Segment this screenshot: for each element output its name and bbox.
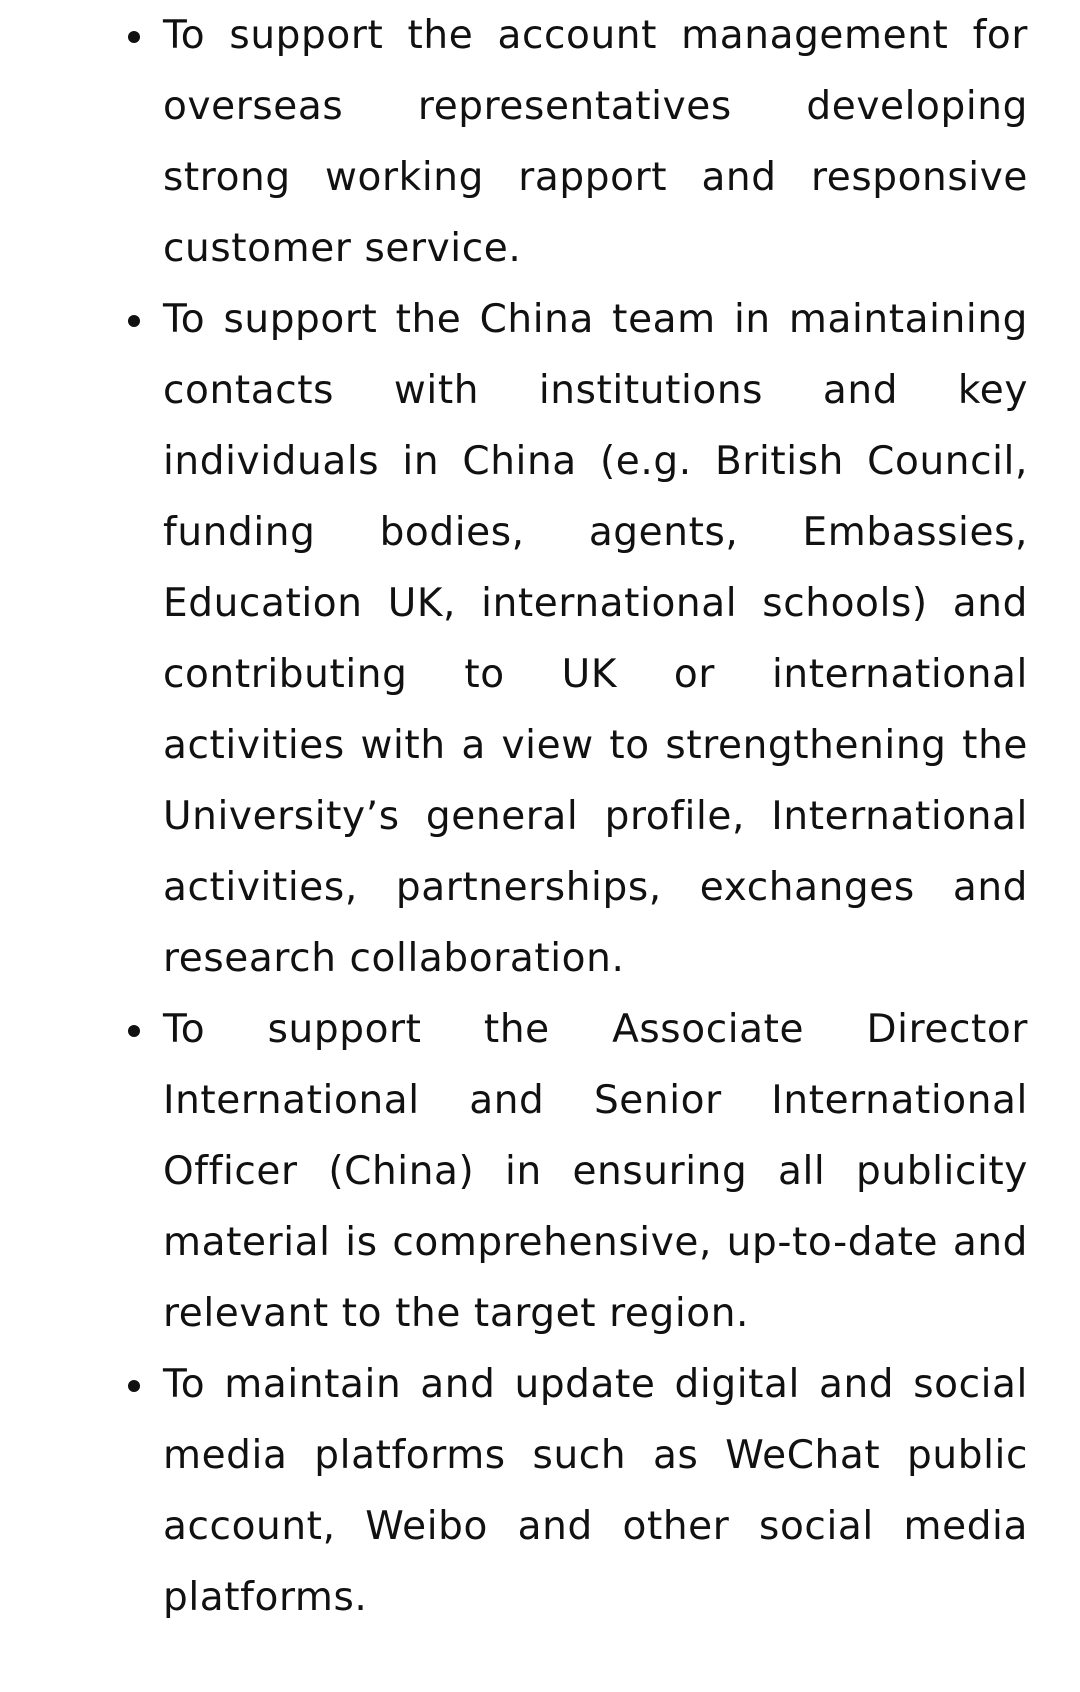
bullet-icon <box>128 1380 140 1392</box>
list-item-text: To support the China team in maintaining contacts with institutions and key individuals in China (e.g. British Council, funding bodies, agents, Embassies, Education UK, international schools) and contributing to UK or international activities with a view to strengthening the University’s general profile, International activities, partnerships, exchanges and research collaboration. <box>163 297 1028 981</box>
list-item <box>163 1349 1028 1633</box>
bullet-icon <box>128 31 140 43</box>
list-item <box>163 994 1028 1349</box>
list-item <box>163 284 1028 994</box>
list-item-text: To support the Associate Director International and Senior International Officer (China) in ensuring all publicity material is comprehensive, up-to-date and relevant to the target region. <box>163 1007 1028 1336</box>
list-item-text: To maintain and update digital and social media platforms such as WeChat public account, Weibo and other social media platforms. <box>163 1362 1028 1620</box>
responsibilities-list <box>163 0 1028 1633</box>
list-item <box>163 0 1028 284</box>
bullet-icon <box>128 315 140 327</box>
bullet-icon <box>128 1025 140 1037</box>
list-item-text: To support the account management for overseas representatives developing strong working rapport and responsive customer service. <box>163 13 1028 271</box>
